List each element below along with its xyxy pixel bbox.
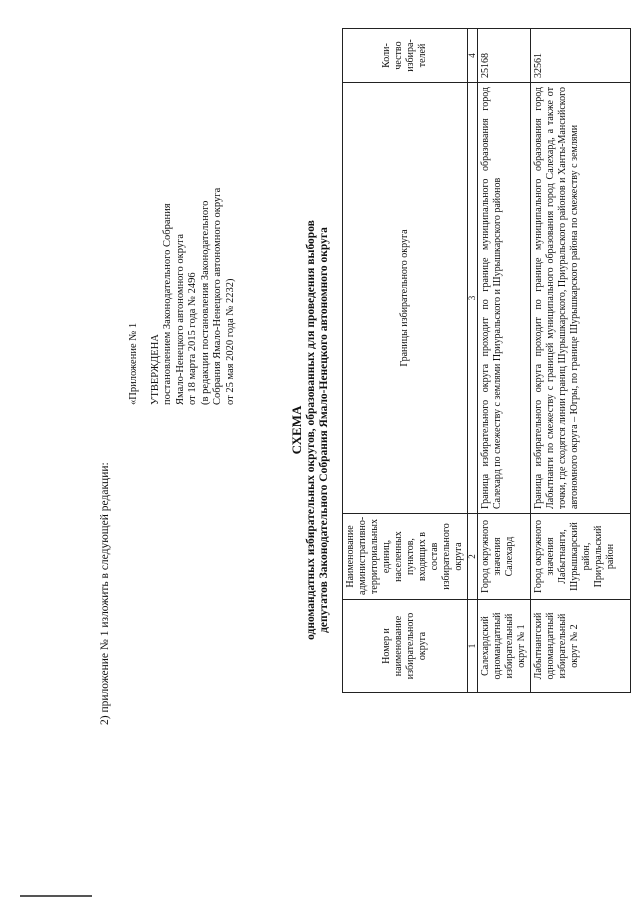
boundary-cell: Граница избирательного округа проходит по границе муниципального образования город Лабытнанги по смежеству с границей муниципального образования город Салехард, а также от точки, где сходятся линии границ Шурышкарского, Приуральского районов и Ханты-Мансийского автономного округа – Югры, по границе Шурышкарского района по смежеству с землями	[531, 83, 631, 514]
district-name-cell: Салехардский одномандатный избирательный округ № 1	[478, 600, 531, 693]
approval-line: Ямало-Ненецкого автономного округа	[174, 233, 186, 405]
scan-margin-line	[20, 895, 92, 897]
approval-line: от 25 мая 2020 года № 2232)	[224, 278, 236, 405]
districts-table	[342, 28, 631, 693]
column-header: Границы избирательного округа	[343, 83, 468, 514]
column-number: 2	[468, 514, 478, 600]
column-number: 1	[468, 600, 478, 693]
district-name-cell: Лабытнангский одномандатный избирательный округ № 2	[531, 600, 631, 693]
voters-cell: 25168	[478, 29, 531, 83]
boundary-cell: Граница избирательного округа проходит по границе муниципального образования город Салехард по смежеству с землями Приуральского и Шурышкарского районов	[478, 83, 531, 514]
document-title	[290, 35, 332, 825]
table-header-row	[343, 29, 468, 693]
column-number: 3	[468, 83, 478, 514]
title-line: депутатов Законодательного Собрания Ямало-Ненецкого автономного округа	[318, 227, 330, 633]
column-number: 4	[468, 29, 478, 83]
units-cell: Город окружного значения Салехард	[478, 514, 531, 600]
table-row	[531, 29, 631, 693]
units-cell: Город окружного значения Лабытнанги, Шурышкарский район, Приуральский район	[531, 514, 631, 600]
column-header: Наименование административно-территориальных единиц, населенных пунктов, входящих в состав избирательного округа	[343, 514, 468, 600]
title-line: СХЕМА	[289, 405, 304, 455]
approval-line: Собрания Ямало-Ненецкого автономного округа	[212, 187, 223, 405]
approved-label: УТВЕРЖДЕНА	[149, 334, 161, 405]
approval-line: от 18 марта 2015 года № 2496	[187, 272, 198, 405]
intro-text: 2) приложение № 1 изложить в следующей редакции:	[99, 462, 111, 725]
column-header: Номер и наименование избирательного округа	[343, 600, 468, 693]
approval-line: (в редакции постановления Законодательного	[199, 200, 211, 405]
column-number-row	[468, 29, 478, 693]
approval-block	[128, 85, 237, 405]
approval-line: постановлением Законодательного Собрания	[162, 203, 173, 405]
appendix-label: «Приложение № 1	[128, 322, 139, 405]
column-header: Коли-чество избира-телей	[343, 29, 468, 83]
title-line: одномандатных избирательных округов, образованных для проведения выборов	[304, 220, 317, 640]
table-row	[478, 29, 531, 693]
voters-cell: 32561	[531, 29, 631, 83]
